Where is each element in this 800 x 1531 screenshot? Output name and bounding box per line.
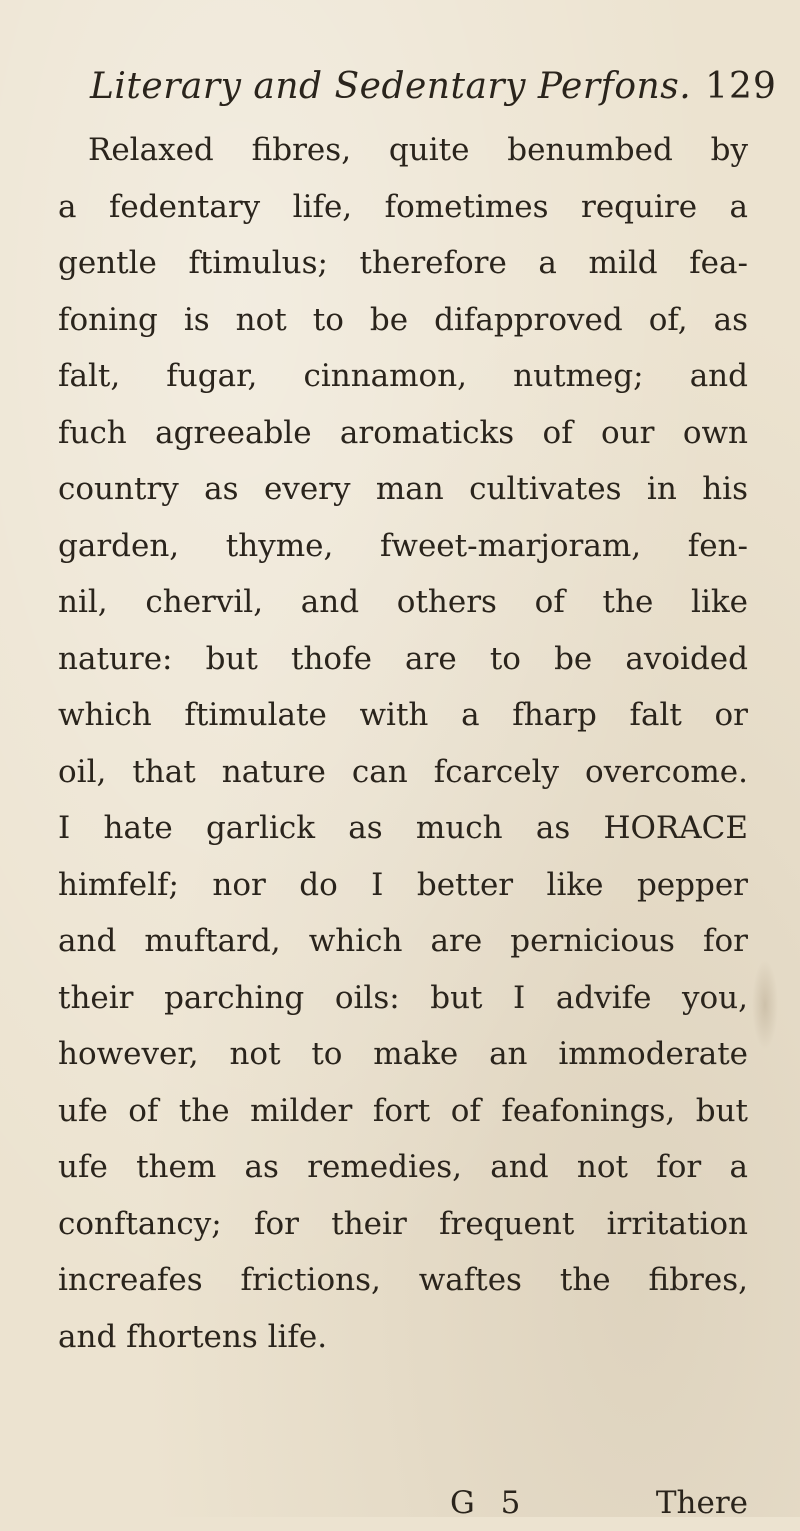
running-head [90,62,777,112]
catchword: There [655,1485,748,1521]
text-line: which ftimulate with a fharp falt or [58,697,748,733]
paper-stain [752,960,778,1050]
text-line: himfelf; nor do I better like pepper [58,866,748,903]
text-line: and muftard, which are pernicious for [58,923,748,959]
text-line: Relaxed fibres, quite benumbed by [88,132,748,168]
body-text [58,122,748,1365]
text-line: foning is not to be difapproved of, as [58,301,748,338]
page-number: 129 [705,66,777,107]
text-line: garden, thyme, fweet-marjoram, fen- [58,527,748,564]
text-line: falt, fugar, cinnamon, nutmeg; and [58,358,748,394]
text-line: however, not to make an immoderate [58,1036,748,1072]
text-line: their parching oils: but I advife you, [58,979,748,1016]
page-footer [58,1475,748,1531]
text-line: nil, chervil, and others of the like [58,584,748,620]
signature-mark: G 5 [450,1485,529,1521]
text-line: conftancy; for their frequent irritation [58,1205,748,1242]
text-line: country as every man cultivates in his [58,471,748,507]
running-head-title: Literary and Sedentary Perfons. [90,66,692,107]
text-line: increafes frictions, waftes the fibres, [58,1262,748,1298]
text-line: nature: but thofe are to be avoided [58,640,748,677]
text-line: oil, that nature can fcarcely overcome. [58,753,748,790]
text-line: a fedentary life, fometimes require a [58,188,748,225]
text-line: ufe them as remedies, and not for a [58,1149,748,1185]
text-line: fuch agreeable aromaticks of our own [58,414,748,451]
text-line: I hate garlick as much as HORACE [58,810,748,846]
text-line: ufe of the milder fort of feafonings, but [58,1092,748,1129]
text-line: gentle ftimulus; therefore a mild fea- [58,245,748,281]
text-line: and fhortens life. [58,1318,328,1355]
